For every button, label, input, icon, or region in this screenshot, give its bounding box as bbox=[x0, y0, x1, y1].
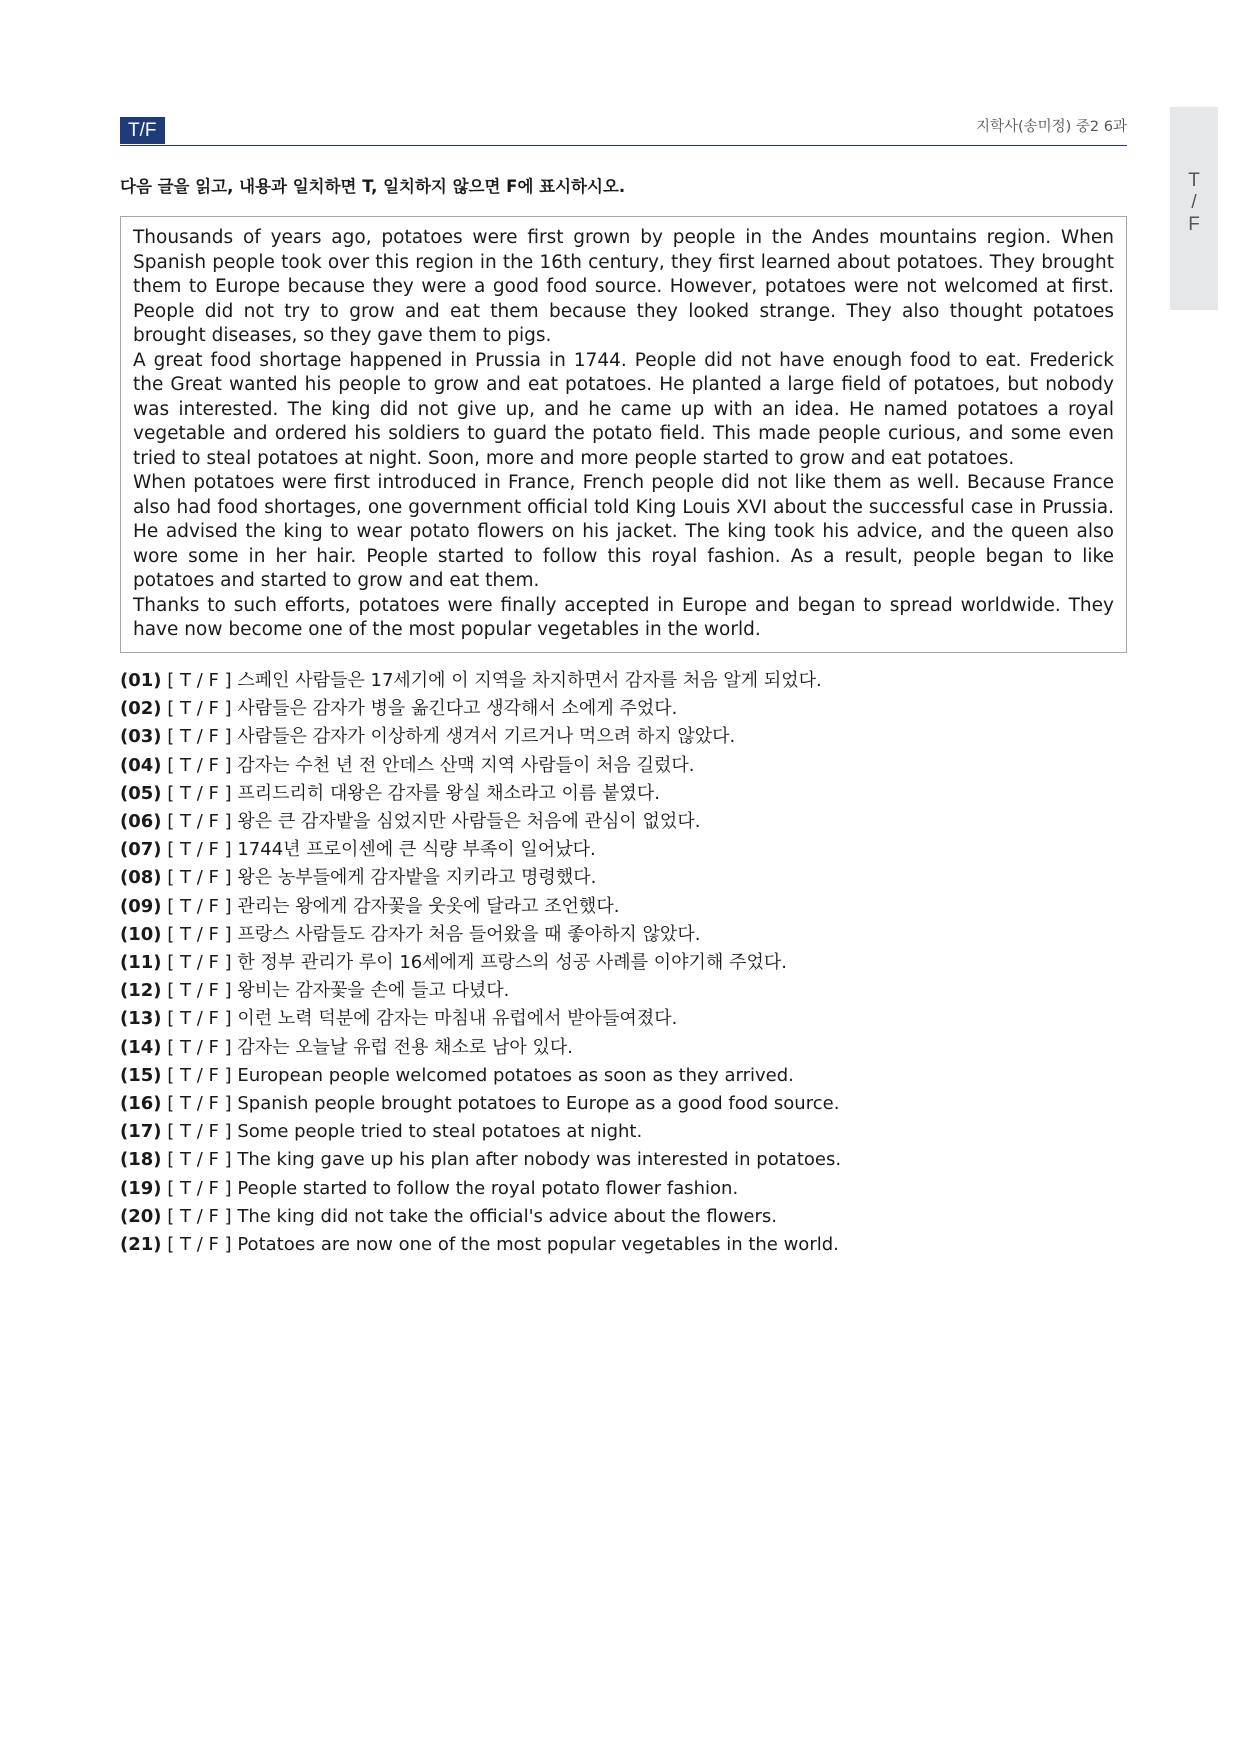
question-item bbox=[120, 1203, 1127, 1231]
question-number: (11) bbox=[120, 952, 162, 974]
question-text: 1744년 프로이센에 큰 식량 부족이 일어났다. bbox=[237, 839, 596, 861]
question-text: 프랑스 사람들도 감자가 처음 들어왔을 때 좋아하지 않았다. bbox=[237, 923, 701, 945]
question-text: 관리는 왕에게 감자꽃을 웃옷에 달라고 조언했다. bbox=[237, 895, 620, 917]
side-tab-letter: T bbox=[1188, 170, 1200, 191]
question-text: 감자는 수천 년 전 안데스 산맥 지역 사람들이 처음 길렀다. bbox=[237, 754, 695, 776]
question-number: (21) bbox=[120, 1234, 162, 1256]
passage-paragraph: When potatoes were first introduced in France, French people did not like them as well. Because France also had food shortages, one government official told King Louis XVI about the successful case in Prussia. He advised the king to wear potato flowers on his jacket. The king took his advice, and the queen also wore some in her hair. People started to follow this royal fashion. As a result, people began to like potatoes and started to grow and eat them. bbox=[133, 472, 1114, 591]
tf-choice[interactable]: [ T / F ] bbox=[167, 726, 232, 748]
question-number: (18) bbox=[120, 1149, 162, 1171]
question-item bbox=[120, 1090, 1127, 1118]
question-item bbox=[120, 977, 1127, 1005]
section-badge: T/F bbox=[120, 117, 165, 144]
question-text: Potatoes are now one of the most popular vegetables in the world. bbox=[237, 1234, 839, 1256]
question-text: The king gave up his plan after nobody was interested in potatoes. bbox=[237, 1149, 842, 1171]
question-number: (14) bbox=[120, 1036, 162, 1058]
question-text: 사람들은 감자가 이상하게 생겨서 기르거나 먹으려 하지 않았다. bbox=[237, 726, 736, 748]
question-number: (01) bbox=[120, 670, 162, 691]
textbook-label: 지학사(송미정) 중2 6과 bbox=[975, 119, 1127, 135]
question-number: (05) bbox=[120, 782, 162, 804]
side-tab-letter: F bbox=[1188, 214, 1200, 235]
tf-choice[interactable]: [ T / F ] bbox=[167, 1093, 232, 1115]
side-tab-letter: / bbox=[1191, 192, 1197, 213]
tf-choice[interactable]: [ T / F ] bbox=[167, 782, 232, 804]
question-text: 프리드리히 대왕은 감자를 왕실 채소라고 이름 붙였다. bbox=[237, 782, 660, 804]
question-text: 감자는 오늘날 유럽 전용 채소로 남아 있다. bbox=[237, 1036, 573, 1058]
question-number: (12) bbox=[120, 980, 162, 1002]
passage-paragraph: A great food shortage happened in Prussia in 1744. People did not have enough food to eat. Frederick the Great wanted his people to grow and eat potatoes. He planted a large field of potatoes, but nobody was interested. The king did not give up, and he came up with an idea. He named potatoes a royal vegetable and ordered his soldiers to guard the potato field. This made people curious, and some even tried to steal potatoes at night. Soon, more and more people started to grow and eat potatoes. bbox=[133, 349, 1114, 469]
question-number: (20) bbox=[120, 1205, 162, 1227]
question-number: (07) bbox=[120, 839, 162, 861]
question-text: 이런 노력 덕분에 감자는 마침내 유럽에서 받아들여졌다. bbox=[237, 1008, 678, 1030]
tf-choice[interactable]: [ T / F ] bbox=[167, 1234, 232, 1256]
question-text: 사람들은 감자가 병을 옮긴다고 생각해서 소에게 주었다. bbox=[237, 698, 678, 720]
question-item bbox=[120, 808, 1127, 836]
question-item bbox=[120, 893, 1127, 921]
tf-choice[interactable]: [ T / F ] bbox=[167, 1036, 232, 1058]
passage-paragraph: Thanks to such efforts, potatoes were finally accepted in Europe and began to spread worldwide. They have now become one of the most popular vegetables in the world. bbox=[133, 594, 1114, 640]
question-number: (02) bbox=[120, 698, 162, 720]
question-item bbox=[120, 723, 1127, 751]
tf-choice[interactable]: [ T / F ] bbox=[167, 952, 232, 974]
instruction-text: 다음 글을 읽고, 내용과 일치하면 T, 일치하지 않으면 F에 표시하시오. bbox=[120, 177, 626, 196]
tf-choice[interactable]: [ T / F ] bbox=[167, 895, 232, 917]
tf-choice[interactable]: [ T / F ] bbox=[167, 1205, 232, 1227]
question-item bbox=[120, 836, 1127, 864]
tf-choice[interactable]: [ T / F ] bbox=[167, 1177, 232, 1199]
question-item bbox=[120, 780, 1127, 808]
question-item bbox=[120, 1231, 1127, 1259]
question-number: (08) bbox=[120, 867, 162, 889]
page-header bbox=[120, 117, 1127, 146]
question-text: 한 정부 관리가 루이 16세에게 프랑스의 성공 사례를 이야기해 주었다. bbox=[237, 952, 787, 974]
question-number: (13) bbox=[120, 1008, 162, 1030]
question-text: People started to follow the royal potato flower fashion. bbox=[237, 1177, 739, 1199]
question-text: Some people tried to steal potatoes at night. bbox=[237, 1121, 643, 1143]
question-item bbox=[120, 949, 1127, 977]
question-text: 왕은 농부들에게 감자밭을 지키라고 명령했다. bbox=[237, 867, 597, 889]
reading-passage bbox=[120, 216, 1127, 653]
tf-choice[interactable]: [ T / F ] bbox=[167, 1008, 232, 1030]
question-item bbox=[120, 752, 1127, 780]
tf-choice[interactable]: [ T / F ] bbox=[167, 811, 232, 833]
question-text: 왕비는 감자꽃을 손에 들고 다녔다. bbox=[237, 980, 510, 1002]
tf-choice[interactable]: [ T / F ] bbox=[167, 980, 232, 1002]
passage-paragraph: Thousands of years ago, potatoes were first grown by people in the Andes mountains region. When Spanish people took over this region in the 16th century, they first learned about potatoes. They brought them to Europe because they were a good food source. However, potatoes were not welcomed at first. People did not try to grow and eat them because they looked strange. They also thought potatoes brought diseases, so they gave them to pigs. bbox=[133, 227, 1114, 346]
question-item bbox=[120, 1118, 1127, 1146]
question-item bbox=[120, 1175, 1127, 1203]
tf-choice[interactable]: [ T / F ] bbox=[167, 923, 232, 945]
question-item bbox=[120, 921, 1127, 949]
question-item bbox=[120, 1034, 1127, 1062]
question-number: (09) bbox=[120, 895, 162, 917]
question-number: (06) bbox=[120, 811, 162, 833]
question-number: (17) bbox=[120, 1121, 162, 1143]
tf-choice[interactable]: [ T / F ] bbox=[167, 839, 232, 861]
question-item bbox=[120, 1005, 1127, 1033]
question-number: (03) bbox=[120, 726, 162, 748]
question-item bbox=[120, 1146, 1127, 1174]
tf-choice[interactable]: [ T / F ] bbox=[167, 754, 232, 776]
question-number: (15) bbox=[120, 1064, 162, 1086]
tf-choice[interactable]: [ T / F ] bbox=[167, 698, 232, 720]
tf-choice[interactable]: [ T / F ] bbox=[167, 670, 232, 691]
question-item bbox=[120, 1062, 1127, 1090]
question-text: The king did not take the official's advice about the flowers. bbox=[237, 1205, 777, 1227]
question-text: 왕은 큰 감자밭을 심었지만 사람들은 처음에 관심이 없었다. bbox=[237, 811, 701, 833]
question-number: (16) bbox=[120, 1093, 162, 1115]
tf-choice[interactable]: [ T / F ] bbox=[167, 867, 232, 889]
question-number: (19) bbox=[120, 1177, 162, 1199]
question-item bbox=[120, 695, 1127, 723]
tf-choice[interactable]: [ T / F ] bbox=[167, 1149, 232, 1171]
question-list bbox=[120, 667, 1127, 1259]
question-item bbox=[120, 667, 1127, 695]
question-item bbox=[120, 864, 1127, 892]
question-text: European people welcomed potatoes as soon as they arrived. bbox=[237, 1064, 794, 1086]
tf-choice[interactable]: [ T / F ] bbox=[167, 1064, 232, 1086]
side-index-tab bbox=[1170, 107, 1218, 310]
question-number: (04) bbox=[120, 754, 162, 776]
question-text: 스페인 사람들은 17세기에 이 지역을 차지하면서 감자를 처음 알게 되었다. bbox=[237, 670, 822, 691]
question-number: (10) bbox=[120, 923, 162, 945]
tf-choice[interactable]: [ T / F ] bbox=[167, 1121, 232, 1143]
question-text: Spanish people brought potatoes to Europe as a good food source. bbox=[237, 1093, 840, 1115]
